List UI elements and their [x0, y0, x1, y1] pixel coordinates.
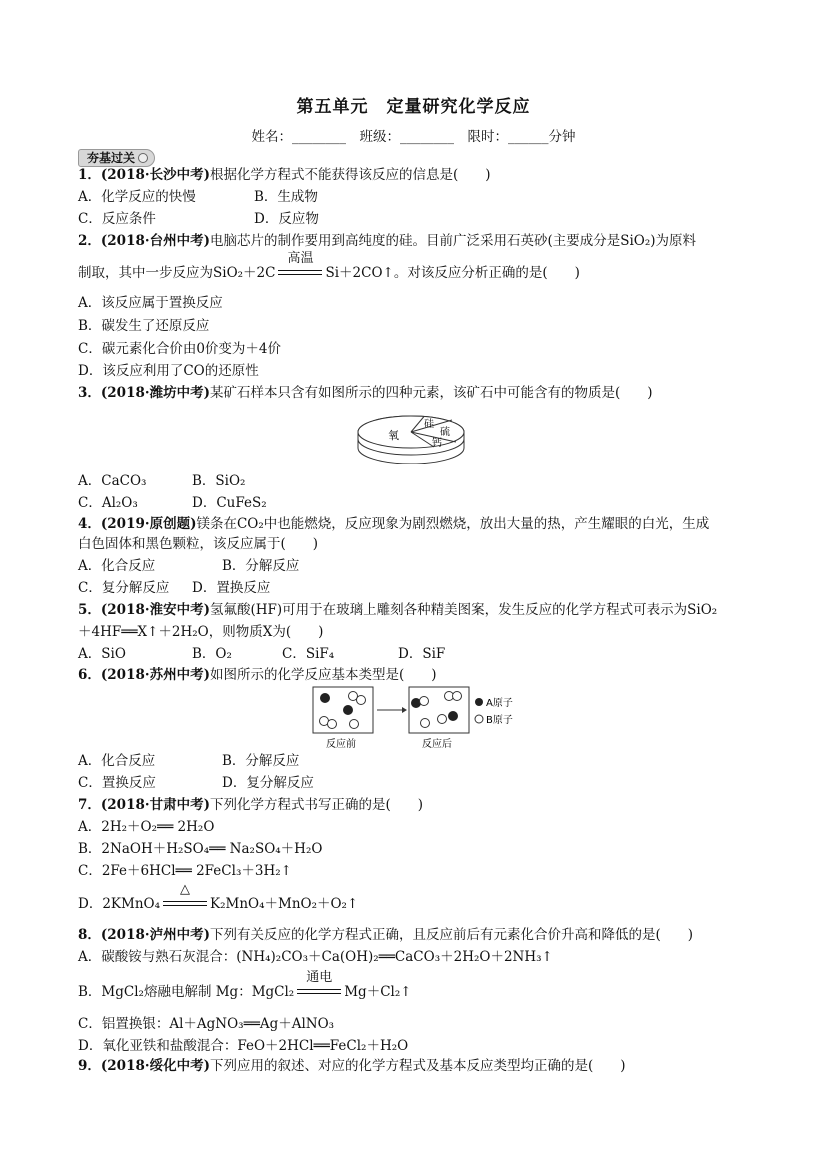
q5-option-b: B．O₂ [192, 646, 232, 662]
q3-stem: 3．(2018·潍坊中考)某矿石样本只含有如图所示的四种元素，该矿石中可能含有的物质是( ) [78, 385, 653, 401]
q4-option-c: C．复分解反应 [78, 580, 170, 596]
q5-option-a: A．SiO [78, 646, 126, 662]
q1-option-b: B．生成物 [254, 189, 318, 205]
q6-option-b: B．分解反应 [222, 753, 300, 769]
q1-stem: 1．(2018·长沙中考)根据化学方程式不能获得该反应的信息是( ) [78, 167, 491, 183]
badge-circle-icon [138, 153, 148, 163]
q7-option-b: B．2NaOH＋H₂SO₄══ Na₂SO₄＋H₂O [78, 841, 323, 857]
element-pie-figure [356, 410, 466, 464]
q1-option-c: C．反应条件 [78, 211, 156, 227]
q8-option-d: D．氧化亚铁和盐酸混合：FeO＋2HCl══FeCl₂＋H₂O [78, 1038, 409, 1054]
q7-option-d: D．2KMnO₄ △ K₂MnO₄＋MnO₂＋O₂↑ [78, 882, 359, 912]
q2-stem-line2: 制取，其中一步反应为SiO₂＋2C 高温 Si＋2CO↑。对该反应分析正确的是( ) [78, 251, 580, 281]
q6-stem: 6．(2018·苏州中考)如图所示的化学反应基本类型是( ) [78, 667, 437, 683]
section-badge [78, 149, 155, 167]
q2-option-b: B．碳发生了还原反应 [78, 318, 210, 334]
q3-option-d: D．CuFeS₂ [192, 495, 267, 511]
label-after: 反应后 [422, 739, 452, 750]
q5-option-d: D．SiF [398, 646, 446, 662]
q5-stem-line2: ＋4HF══X↑＋2H₂O，则物质X为( ) [78, 624, 324, 640]
q4-stem-line1: 4．(2019·原创题)镁条在CO₂中也能燃烧，反应现象为剧烈燃烧，放出大量的热，产生耀眼的白光，生成 [78, 516, 710, 532]
q4-option-b: B．分解反应 [222, 558, 300, 574]
q7-stem: 7．(2018·甘肃中考)下列化学方程式书写正确的是( ) [78, 797, 424, 813]
q3-option-c: C．Al₂O₃ [78, 495, 138, 511]
page-title: 第五单元 定量研究化学反应 [296, 97, 531, 117]
q2-option-d: D．该反应利用了CO的还原性 [78, 363, 259, 379]
q8-option-b: B．MgCl₂熔融电解制 Mg：MgCl₂ 通电 Mg＋Cl₂↑ [78, 970, 412, 1000]
section-badge-label: 夯基过关 [87, 151, 136, 165]
q6-option-a: A．化合反应 [78, 753, 156, 769]
pie-label-oxygen: 氧 [388, 429, 399, 442]
pie-label-sulfur: 硫 [440, 427, 450, 438]
q4-option-a: A．化合反应 [78, 558, 156, 574]
q6-option-c: C．置换反应 [78, 775, 156, 791]
reaction-arrow-electrolysis: 通电 [297, 984, 341, 998]
q8-stem: 8．(2018·泸州中考)下列有关反应的化学方程式正确，且反应前后有元素化合价升高和降低的是( ) [78, 927, 694, 943]
reaction-diagram [312, 686, 522, 750]
q7-option-a: A．2H₂＋O₂══ 2H₂O [78, 819, 215, 835]
student-info-line: 姓名：________ 班级：________ 限时：______分钟 [251, 129, 576, 145]
reaction-arrow-heat: △ [163, 896, 207, 910]
reaction-arrow-high-temp: 高温 [278, 265, 322, 279]
q2-option-c: C．碳元素化合价由0价变为＋4价 [78, 341, 282, 357]
q3-option-a: A．CaCO₃ [78, 473, 147, 489]
q9-stem: 9．(2018·绥化中考)下列应用的叙述、对应的化学方程式及基本反应类型均正确的是( ) [78, 1058, 626, 1074]
q6-option-d: D．复分解反应 [222, 775, 314, 791]
q4-option-d: D．置换反应 [192, 580, 271, 596]
q8-option-a: A．碳酸铵与熟石灰混合：(NH₄)₂CO₃＋Ca(OH)₂══CaCO₃＋2H₂O＋2NH₃↑ [78, 949, 553, 965]
q2-stem-line1: 2．(2018·台州中考)电脑芯片的制作要用到高纯度的硅。目前广泛采用石英砂(主要成分是SiO₂)为原料 [78, 233, 697, 249]
q8-option-c: C．铝置换银：Al＋AgNO₃══Ag＋AlNO₃ [78, 1016, 335, 1032]
q5-stem-line1: 5．(2018·淮安中考)氢氟酸(HF)可用于在玻璃上雕刻各种精美图案，发生反应的化学方程式可表示为SiO₂ [78, 602, 718, 618]
q7-option-c: C．2Fe＋6HCl══ 2FeCl₃＋3H₂↑ [78, 863, 292, 879]
legend-b-atom: B原子 [486, 715, 513, 726]
label-before: 反应前 [326, 739, 356, 750]
pie-label-silicon: 硅 [424, 419, 434, 430]
q1-option-a: A．化学反应的快慢 [78, 189, 196, 205]
q3-option-b: B．SiO₂ [192, 473, 246, 489]
q1-option-d: D．反应物 [254, 211, 319, 227]
pie-label-calcium: 钙 [432, 438, 442, 449]
q2-option-a: A．该反应属于置换反应 [78, 295, 223, 311]
legend-a-atom: A原子 [486, 698, 513, 709]
q4-stem-line2: 白色固体和黑色颗粒，该反应属于( ) [78, 536, 319, 552]
q5-option-c: C．SiF₄ [282, 646, 335, 662]
